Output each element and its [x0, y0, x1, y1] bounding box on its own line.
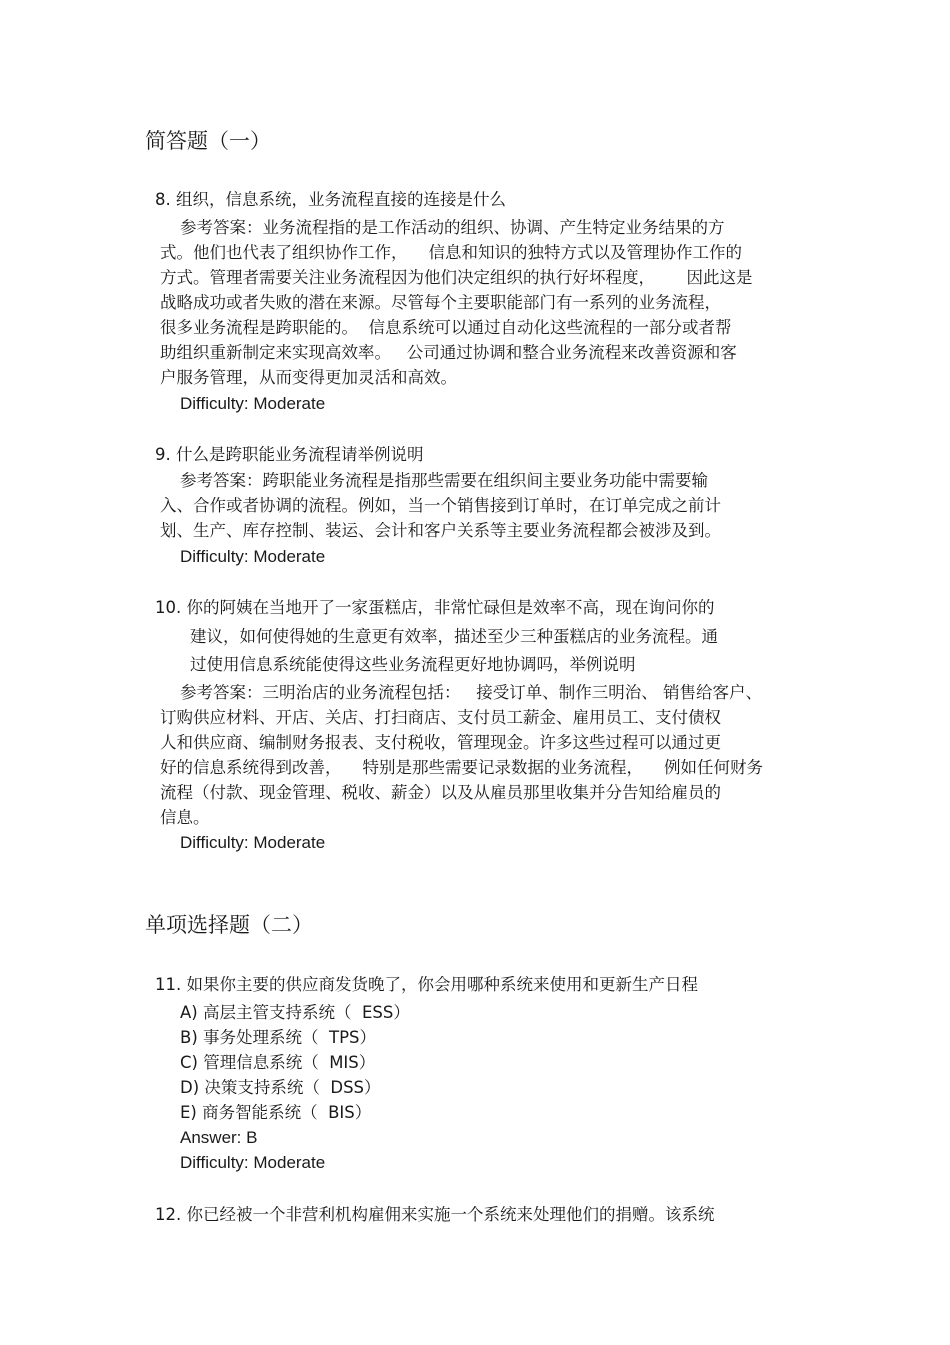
answer-line: 式。他们也代表了组织协作工作， 信息和知识的独特方式以及管理协作工作的	[160, 243, 742, 262]
answer-line: 划、生产、库存控制、装运、会计和客户关系等主要业务流程都会被涉及到。	[160, 521, 721, 540]
answer-label: Answer: B	[180, 1128, 258, 1147]
question-10-line: 建议，如何使得她的生意更有效率，描述至少三种蛋糕店的业务流程。通	[190, 627, 718, 646]
option-e: E) 商务智能系统（ BIS）	[180, 1103, 372, 1122]
answer-line: 助组织重新制定来实现高效率。 公司通过协调和整合业务流程来改善资源和客	[160, 343, 737, 362]
answer-line: 流程（付款、现金管理、税收、薪金）以及从雇员那里收集并分告知给雇员的	[160, 783, 721, 802]
answer-line: 户服务管理，从而变得更加灵活和高效。	[160, 368, 457, 387]
section-heading: 单项选择题（二）	[145, 913, 313, 937]
section-heading: 简答题（一）	[145, 129, 271, 153]
answer-line: 好的信息系统得到改善， 特别是那些需要记录数据的业务流程， 例如任何财务	[160, 758, 763, 777]
option-a: A) 高层主管支持系统（ ESS）	[180, 1003, 410, 1022]
question-11: 11. 如果你主要的供应商发货晚了，你会用哪种系统来使用和更新生产日程	[155, 975, 698, 994]
question-10-line: 过使用信息系统能使得这些业务流程更好地协调吗，举例说明	[190, 655, 636, 674]
answer-line: 入、合作或者协调的流程。例如，当一个销售接到订单时，在订单完成之前计	[160, 496, 721, 515]
difficulty-label: Difficulty: Moderate	[180, 394, 326, 413]
answer-line: 战略成功或者失败的潜在来源。尽管每个主要职能部门有一系列的业务流程，	[160, 293, 721, 312]
difficulty-label: Difficulty: Moderate	[180, 833, 326, 852]
option-c: C) 管理信息系统（ MIS）	[180, 1053, 376, 1072]
option-d: D) 决策支持系统（ DSS）	[180, 1078, 381, 1097]
answer-line: 参考答案：三明治店的业务流程包括： 接受订单、制作三明治、 销售给客户、	[180, 683, 762, 702]
answer-line: 参考答案：业务流程指的是工作活动的组织、协调、产生特定业务结果的方	[180, 218, 725, 237]
question-9: 9. 什么是跨职能业务流程请举例说明	[155, 445, 424, 464]
question-10: 10. 你的阿姨在当地开了一家蛋糕店，非常忙碌但是效率不高，现在询问你的	[155, 598, 715, 617]
question-8: 8. 组织，信息系统，业务流程直接的连接是什么	[155, 190, 506, 209]
question-12: 12. 你已经被一个非营利机构雇佣来实施一个系统来处理他们的捐赠。该系统	[155, 1205, 715, 1224]
answer-line: 很多业务流程是跨职能的。 信息系统可以通过自动化这些流程的一部分或者帮	[160, 318, 732, 337]
option-b: B) 事务处理系统（ TPS）	[180, 1028, 376, 1047]
difficulty-label: Difficulty: Moderate	[180, 547, 326, 566]
answer-line: 参考答案：跨职能业务流程是指那些需要在组织间主要业务功能中需要输	[180, 471, 708, 490]
difficulty-label: Difficulty: Moderate	[180, 1153, 326, 1172]
answer-line: 信息。	[160, 808, 210, 827]
answer-line: 方式。管理者需要关注业务流程因为他们决定组织的执行好坏程度， 因此这是	[160, 268, 753, 287]
answer-line: 人和供应商、编制财务报表、支付税收，管理现金。许多这些过程可以通过更	[160, 733, 721, 752]
answer-line: 订购供应材料、开店、关店、打扫商店、支付员工薪金、雇用员工、支付债权	[160, 708, 721, 727]
